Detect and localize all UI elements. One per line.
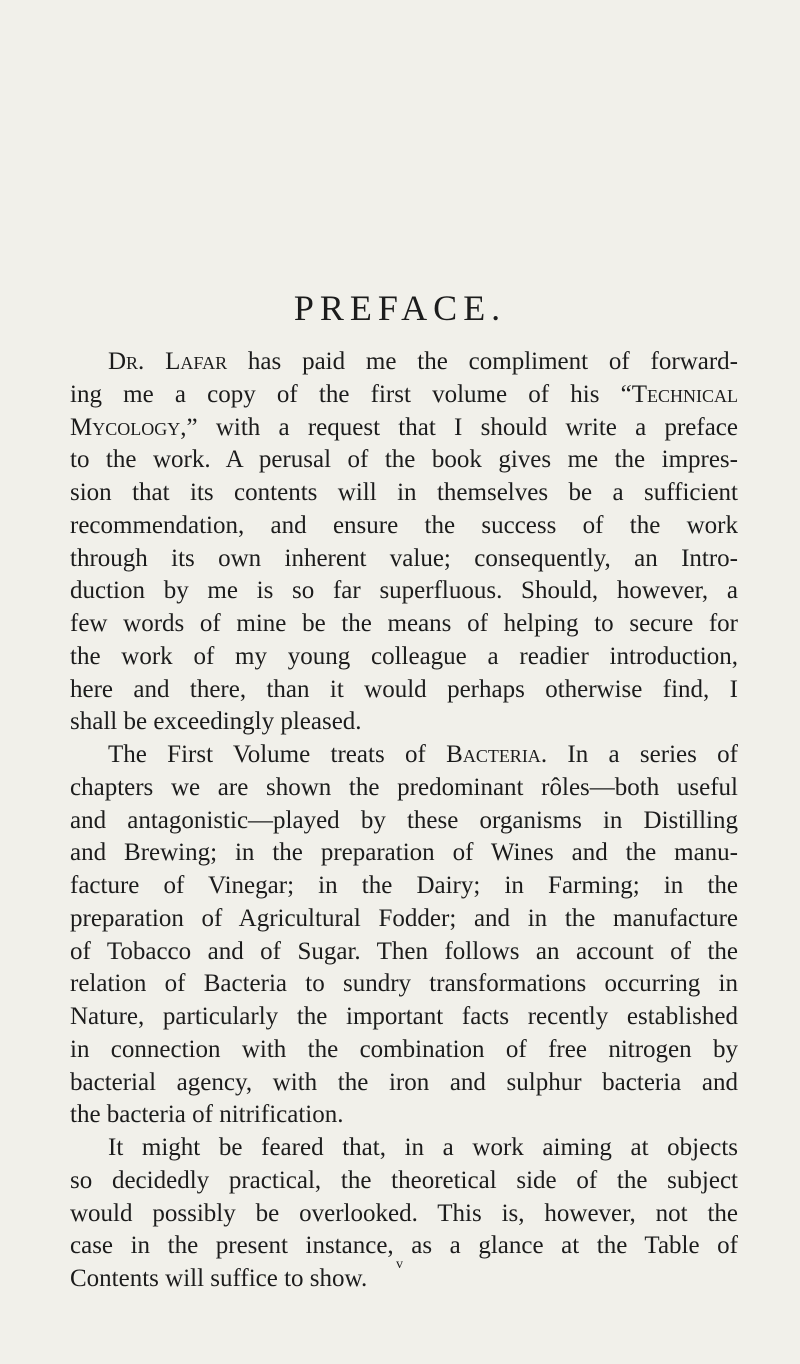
- preface-body: [70, 346, 738, 1296]
- line-text: the bacteria of nitrification.: [70, 1101, 344, 1129]
- line-text: so decidedly practical, the theoretical side of the subject: [70, 1166, 738, 1194]
- small-caps-text: Bacteria: [446, 741, 541, 768]
- line-text: recommendation, and ensure the success of the work: [70, 511, 738, 539]
- line-text: would possibly be overlooked. This is, however, not the: [70, 1199, 738, 1227]
- line-text: sion that its contents will in themselves be a sufficient: [70, 479, 738, 506]
- line-text: . In a series of: [540, 741, 738, 768]
- text-line: [70, 870, 738, 903]
- text-line: [70, 1132, 738, 1165]
- text-line: [70, 1001, 738, 1034]
- text-line: [70, 543, 738, 576]
- line-text: has paid me the compliment of forward-: [227, 348, 738, 375]
- line-text: preparation of Agricultural Fodder; and in the manufacture: [70, 904, 738, 932]
- line-text: ,” with a request that I should write a preface: [180, 413, 738, 441]
- line-text: duction by me is so far superfluous. Should, however, a: [70, 577, 738, 605]
- small-caps-text: Dr. Lafar: [108, 348, 228, 375]
- text-line: [70, 575, 738, 608]
- line-text: Nature, particularly the important facts recently established: [70, 1003, 738, 1030]
- text-line: [70, 379, 738, 412]
- line-text: relation of Bacteria to sundry transformations occurring in: [70, 970, 738, 998]
- text-line: [70, 739, 738, 772]
- line-text: in connection with the combination of free nitrogen by: [70, 1035, 738, 1063]
- text-line: [70, 1165, 738, 1198]
- small-caps-text: Technical: [631, 380, 738, 408]
- text-line: [70, 968, 738, 1001]
- line-text: ing me a copy of the first volume of his “: [70, 380, 632, 408]
- line-text: the work of my young colleague a readier introduction,: [70, 642, 738, 670]
- line-text: few words of mine be the means of helping to secure for: [70, 610, 738, 637]
- line-text: facture of Vinegar; in the Dairy; in Farming; in the: [70, 872, 738, 899]
- line-text: The First Volume treats of: [108, 741, 447, 768]
- line-text: Contents will suffice to show.: [70, 1265, 368, 1292]
- text-line: [70, 1198, 738, 1231]
- text-line: [70, 444, 738, 477]
- page-title: PREFACE.: [293, 288, 507, 328]
- line-text: case in the present instance, as a glance at the Table of: [70, 1232, 738, 1260]
- text-line: [70, 412, 738, 445]
- line-text: shall be exceedingly pleased.: [70, 708, 362, 736]
- line-text: of Tobacco and of Sugar. Then follows an account of the: [70, 937, 738, 965]
- small-caps-text: Mycology: [70, 413, 181, 441]
- text-line: [70, 346, 738, 379]
- text-line: [70, 1067, 738, 1100]
- text-line: [70, 805, 738, 838]
- text-line: [70, 608, 738, 641]
- text-line: [70, 837, 738, 870]
- line-text: to the work. A perusal of the book gives me the impres-: [70, 446, 738, 474]
- line-text: and antagonistic—played by these organisms in Distilling: [70, 806, 738, 834]
- text-line: [70, 1099, 738, 1132]
- line-text: here and there, than it would perhaps otherwise find, I: [70, 675, 738, 703]
- text-line: [70, 903, 738, 936]
- line-text: and Brewing; in the preparation of Wines and the manu-: [70, 839, 738, 867]
- text-line: [70, 1034, 738, 1067]
- line-text: It might be feared that, in a work aiming at objects: [108, 1134, 738, 1161]
- text-line: [70, 936, 738, 969]
- text-line: [70, 477, 738, 510]
- text-line: [70, 706, 738, 739]
- line-text: chapters we are shown the predominant rôles—both useful: [70, 773, 738, 801]
- text-line: [70, 641, 738, 674]
- text-line: [70, 772, 738, 805]
- line-text: through its own inherent value; consequently, an Intro-: [70, 544, 738, 572]
- text-line: [70, 510, 738, 543]
- line-text: bacterial agency, with the iron and sulphur bacteria and: [70, 1068, 738, 1096]
- page-number: v: [396, 1257, 404, 1272]
- text-line: [70, 674, 738, 707]
